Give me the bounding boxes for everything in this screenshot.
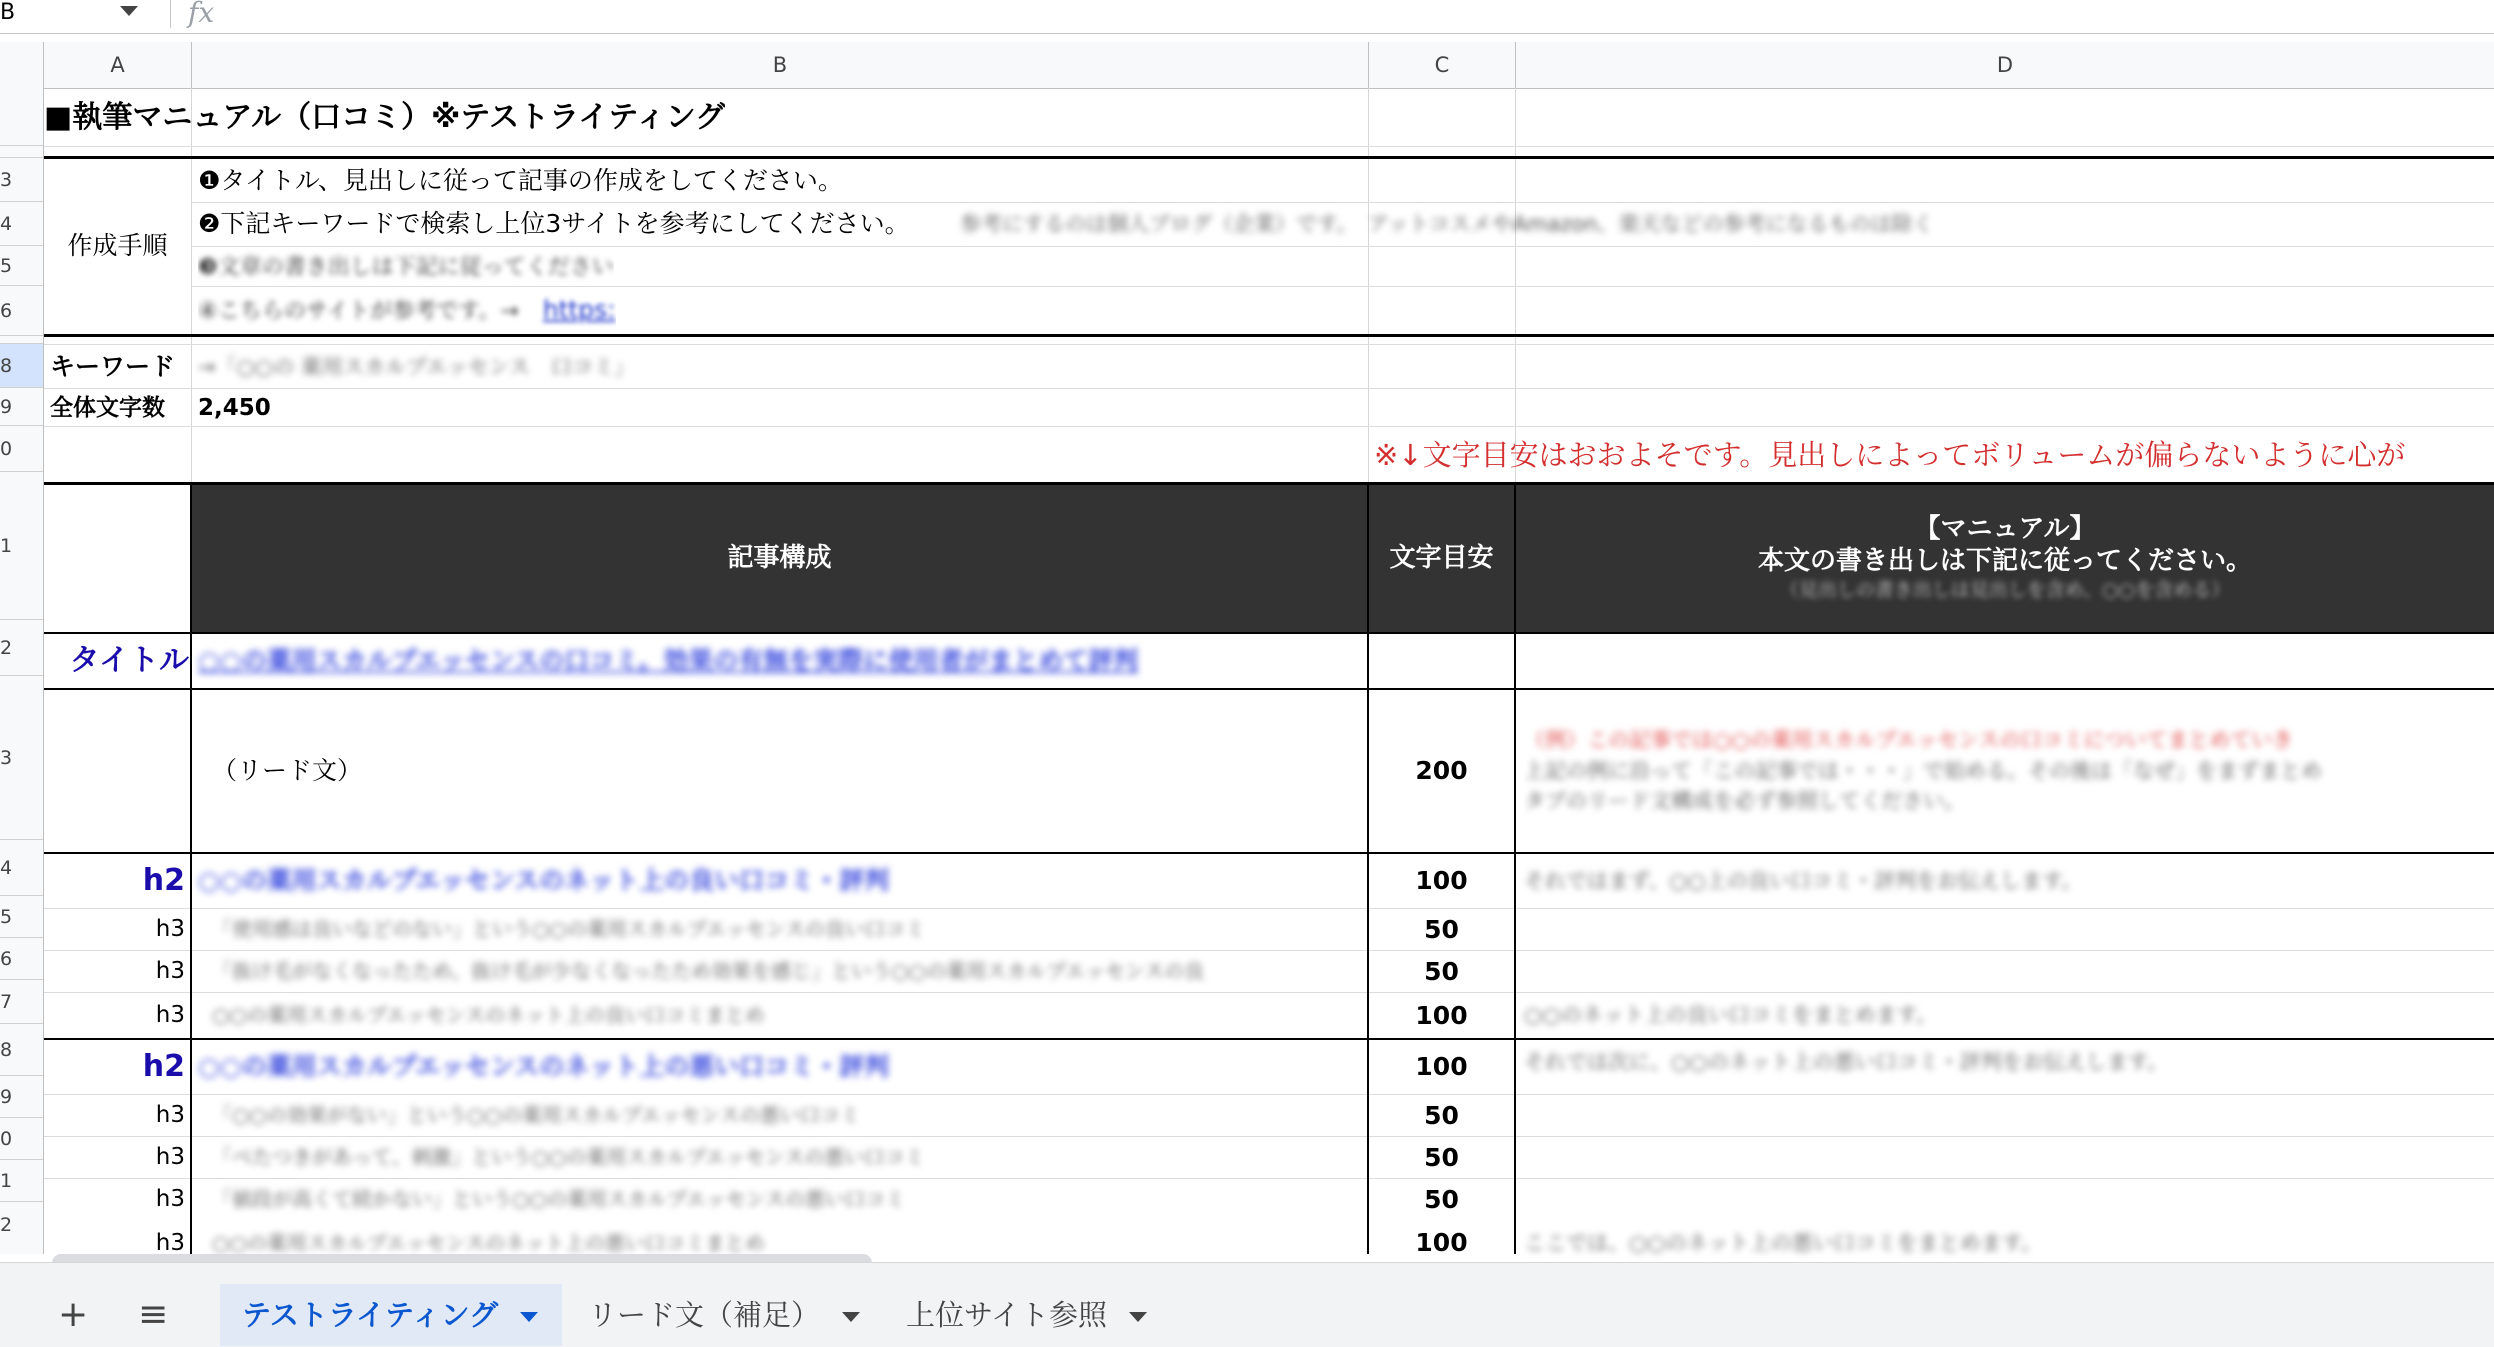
lead-manual-1: 上記の例に沿って「この記事では・・・」で始める。その後は「なぜ」をまずまとめ [1524,759,2322,783]
row-header[interactable]: 9 [0,388,43,426]
h3-label[interactable]: h3 [155,1230,185,1254]
row-header[interactable]: 6 [0,938,43,980]
tab-top-sites[interactable] [906,1284,1147,1346]
header-manual-line1: 【マニュアル】 [1914,514,2096,544]
h2-label[interactable]: h2 [142,863,185,898]
h3-text[interactable]: 「使用感は良いなどのない」という○○の薬用スカルプエッセンスの良い口コミ [212,917,925,941]
h3-manual[interactable]: ○○のネット上の良い口コミをまとめます。 [1524,1003,1937,1027]
h3-text[interactable]: ○○の薬用スカルプエッセンスのネット上の悪い口コミまとめ [212,1231,765,1254]
chevron-down-icon [842,1312,860,1322]
h3-label[interactable]: h3 [155,1144,185,1170]
volume-note[interactable]: ※↓文字目安はおおよそです。見出しによってボリュームが偏らないように心が [1374,438,2406,472]
h3-count[interactable]: 50 [1424,1185,1459,1214]
step-3-text: ❸文章の書き出しは下記に従ってください [198,255,614,280]
lead-count[interactable]: 200 [1415,756,1468,785]
row-header[interactable]: 0 [0,426,43,472]
row-header[interactable]: 4 [0,202,43,246]
keyword-label[interactable]: キーワード [50,352,176,381]
lead-manual[interactable] [1524,690,2494,852]
select-all-corner[interactable] [0,42,44,88]
header-manual-line2: 本文の書き出しは下記に従ってください。 [1757,546,2252,576]
row-header[interactable]: 1 [0,1160,43,1202]
step-4-link: https: [542,295,616,324]
h3-label[interactable]: h3 [155,958,185,984]
column-header-bar [0,42,2494,89]
tab-label: 上位サイト参照 [906,1298,1107,1332]
row-header-selected[interactable]: 8 [0,344,43,388]
header-structure[interactable]: 記事構成 [192,485,1367,632]
tab-lead-supplement[interactable] [588,1284,860,1346]
h2-text[interactable]: ○○の薬用スカルプエッセンスのネット上の悪い口コミ・評判 [198,1052,890,1081]
h3-text[interactable]: ○○の薬用スカルプエッセンスのネット上の良い口コミまとめ [212,1003,765,1027]
step-2[interactable]: ❷下記キーワードで検索し上位3サイトを参考にしてください。 [198,209,910,238]
name-box[interactable] [0,0,160,33]
chevron-down-icon [520,1312,538,1322]
lead-label[interactable]: （リード文） [212,756,363,785]
h3-text[interactable]: 「べたつきがあって、刺激」という○○の薬用スカルプエッセンスの悪い口コミ [212,1145,925,1169]
total-chars-label[interactable]: 全体文字数 [50,395,165,421]
row-header[interactable]: 2 [0,620,43,676]
h3-label[interactable]: h3 [155,916,185,942]
column-header-b[interactable]: B [192,42,1369,88]
title-label[interactable]: タイトル [69,643,189,678]
row-header[interactable] [0,336,43,344]
title-value[interactable]: ○○の薬用スカルプエッセンスの口コミ。効果の有無を実際に使用者がまとめて評判 [198,646,1139,675]
header-manual-line3: （見出しの書き出しは見出しを含め、○○を含める） [1779,579,2231,601]
h3-text[interactable]: 「値段が高くて続かない」という○○の薬用スカルプエッセンスの悪い口コミ [212,1187,905,1211]
h3-count[interactable]: 100 [1415,1228,1468,1254]
total-chars-value[interactable]: 2,450 [198,395,271,421]
step-3[interactable] [198,246,614,286]
formula-separator [170,0,171,28]
row-header[interactable]: 4 [0,840,43,896]
h3-count[interactable]: 100 [1415,1001,1468,1030]
row-header[interactable] [0,88,43,146]
sheet-title[interactable]: ■執筆マニュアル（口コミ）※テストライティング [44,100,726,135]
h2-count[interactable]: 100 [1415,1052,1468,1081]
tab-label: リード文（補足） [588,1298,821,1332]
name-box-dropdown-icon[interactable] [120,6,138,16]
row-header-bar [0,88,44,1254]
h3-label[interactable]: h3 [155,1102,185,1128]
column-header-d[interactable]: D [1996,53,2014,77]
cell-reference: B [0,0,16,25]
h3-text[interactable]: 「○○の効果がない」という○○の薬用スカルプエッセンスの悪い口コミ [212,1103,860,1127]
step-4-text: ④こちらのサイトが参考です。→ [198,299,519,324]
add-sheet-button[interactable]: + [58,1294,89,1335]
h2-manual[interactable]: それではまず、○○上の良い口コミ・評判をお伝えします。 [1524,869,2083,893]
column-header-a[interactable]: A [44,42,192,88]
all-sheets-menu-icon[interactable]: ≡ [138,1294,169,1335]
h2-label[interactable]: h2 [142,1049,185,1084]
step-1[interactable]: ❶タイトル、見出しに従って記事の作成をしてください。 [198,166,843,195]
row-header[interactable]: 3 [0,158,43,202]
row-header[interactable]: 9 [0,1076,43,1118]
h3-manual[interactable]: ここでは、○○のネット上の悪い口コミをまとめます。 [1524,1231,2042,1254]
h3-count[interactable]: 50 [1424,957,1459,986]
step-2-extra[interactable]: 参考にするのは個人ブログ（企業）です。 アットコスメやAmazon、楽天などの参考になるものは除く [960,212,1934,236]
row-header[interactable]: 5 [0,246,43,286]
fx-icon: fx [188,0,215,29]
row-header[interactable]: 2 [0,1214,13,1236]
h3-text[interactable]: 「抜け毛がなくなったため、抜け毛が少なくなったため効果を感じ」という○○の薬用スカルプエッセンスの良 [212,959,1205,983]
h3-label[interactable]: h3 [155,1002,185,1028]
header-char-count[interactable]: 文字目安 [1369,485,1514,632]
row-header[interactable] [0,146,43,158]
lead-manual-red: （例）この記事では○○の薬用スカルプエッセンスの口コミについてまとめていき [1524,728,2294,752]
h2-count[interactable]: 100 [1415,866,1468,895]
row-header[interactable]: 5 [0,896,43,938]
keyword-value[interactable]: →「○○の 薬用スカルプエッセンス 口コミ」 [198,355,635,379]
tab-label: テストライティング [242,1298,499,1332]
procedure-label[interactable]: 作成手順 [67,231,168,260]
h3-label[interactable]: h3 [155,1186,185,1212]
h2-text[interactable]: ○○の薬用スカルプエッセンスのネット上の良い口コミ・評判 [198,866,890,895]
row-header[interactable]: 6 [0,286,43,336]
h2-manual[interactable]: それでは次に、○○のネット上の悪い口コミ・評判をお伝えします。 [1524,1050,2168,1074]
h3-count[interactable]: 50 [1424,1143,1459,1172]
row-header[interactable]: 0 [0,1118,43,1160]
row-header[interactable]: 7 [0,980,43,1024]
step-4[interactable] [198,286,616,334]
h3-count[interactable]: 50 [1424,1101,1459,1130]
column-header-c[interactable]: C [1369,42,1516,88]
lead-manual-2: タブのリード文構成を必ず参照してください。 [1524,789,1965,813]
row-header[interactable]: 8 [0,1024,43,1076]
chevron-down-icon [1129,1312,1147,1322]
row-header[interactable]: 1 [0,472,43,620]
header-manual[interactable] [1516,485,2494,632]
h3-count[interactable]: 50 [1424,915,1459,944]
formula-bar [0,0,2494,34]
row-header[interactable]: 3 [0,676,43,840]
tab-test-writing[interactable] [220,1284,562,1346]
